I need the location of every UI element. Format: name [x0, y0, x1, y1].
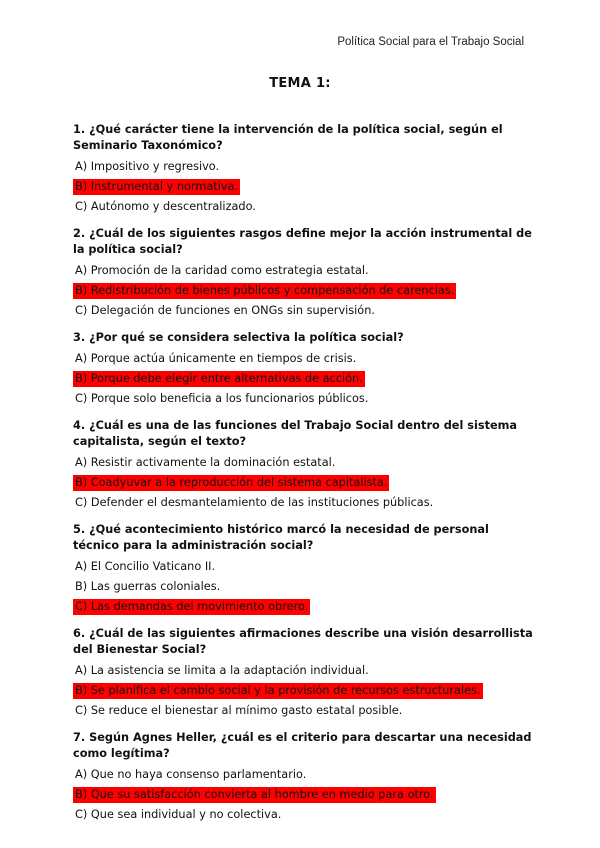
- question-item: [73, 730, 533, 823]
- question-item: [73, 226, 533, 319]
- answer-option-correct: B) Redistribución de bienes públicos y compensación de carencias.: [75, 284, 455, 297]
- answer-option-correct: B) Que su satisfacción convierta al hombre en medio para otro.: [75, 788, 434, 801]
- answer-option: C) Que sea individual y no colectiva.: [75, 808, 282, 821]
- question-item: [73, 522, 533, 615]
- question-text: 5. ¿Qué acontecimiento histórico marcó la necesidad de personal técnico para la administración social?: [73, 523, 489, 552]
- answer-option: C) Porque solo beneficia a los funcionarios públicos.: [75, 392, 369, 405]
- question-text: 4. ¿Cuál es una de las funciones del Trabajo Social dentro del sistema capitalista, según el texto?: [73, 419, 518, 448]
- answer-option-correct: B) Instrumental y normativa.: [75, 180, 239, 193]
- answer-option: C) Defender el desmantelamiento de las instituciones públicas.: [75, 496, 434, 509]
- answer-option: A) Promoción de la caridad como estrategia estatal.: [75, 264, 369, 277]
- answer-option: A) Impositivo y regresivo.: [75, 160, 220, 173]
- question-item: [73, 418, 533, 511]
- answer-option-correct: B) Coadyuvar a la reproducción del sistema capitalista.: [75, 476, 388, 489]
- answer-option: C) Autónomo y descentralizado.: [75, 200, 256, 213]
- answer-option: A) El Concilio Vaticano II.: [75, 560, 216, 573]
- question-item: [73, 626, 533, 719]
- question-text: 7. Según Agnes Heller, ¿cuál es el criterio para descartar una necesidad como legítima?: [73, 731, 532, 760]
- answer-option-correct: C) Las demandas del movimiento obrero.: [75, 600, 309, 613]
- question-text: 1. ¿Qué carácter tiene la intervención de la política social, según el Seminario Taxonómico?: [73, 123, 503, 152]
- answer-option: A) La asistencia se limita a la adaptación individual.: [75, 664, 369, 677]
- answer-option: A) Que no haya consenso parlamentario.: [75, 768, 307, 781]
- answer-option: B) Las guerras coloniales.: [75, 580, 221, 593]
- question-text: 2. ¿Cuál de los siguientes rasgos define mejor la acción instrumental de la política social?: [73, 227, 532, 256]
- question-text: 6. ¿Cuál de las siguientes afirmaciones describe una visión desarrollista del Bienestar Social?: [73, 627, 533, 656]
- question-item: [73, 330, 533, 407]
- answer-option: C) Delegación de funciones en ONGs sin supervisión.: [75, 304, 375, 317]
- answer-option-correct: B) Porque debe elegir entre alternativas de acción.: [75, 372, 363, 385]
- answer-option: C) Se reduce el bienestar al mínimo gasto estatal posible.: [75, 704, 403, 717]
- question-text: 3. ¿Por qué se considera selectiva la política social?: [73, 331, 404, 344]
- question-item: [73, 122, 533, 215]
- answer-option: A) Resistir activamente la dominación estatal.: [75, 456, 336, 469]
- answer-option-correct: B) Se planifica el cambio social y la provisión de recursos estructurales.: [75, 684, 481, 697]
- page-header: Política Social para el Trabajo Social: [337, 36, 524, 48]
- answer-option: A) Porque actúa únicamente en tiempos de crisis.: [75, 352, 357, 365]
- page-title: TEMA 1:: [269, 76, 331, 91]
- question-list: [73, 122, 533, 834]
